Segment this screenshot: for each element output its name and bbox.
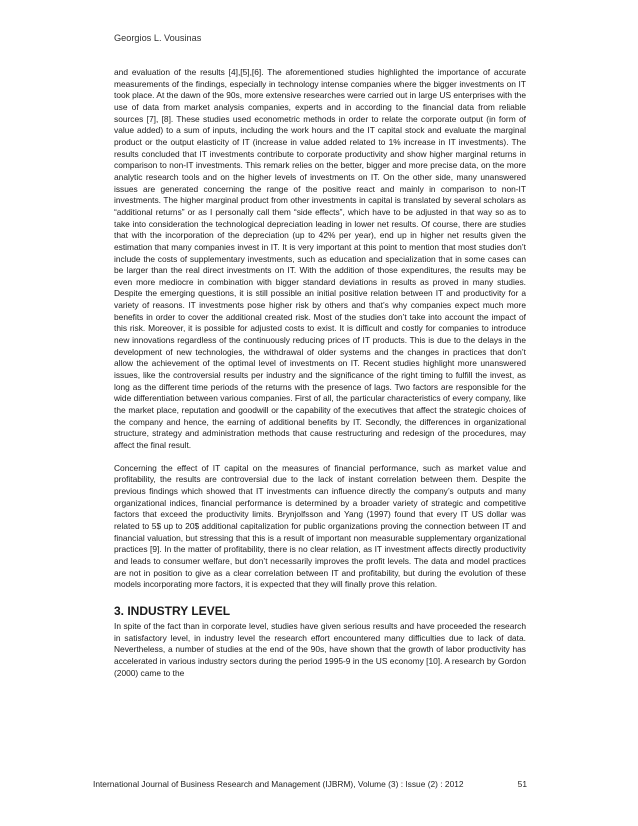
page-number: 51 [517, 779, 527, 789]
paragraph-2: Concerning the effect of IT capital on the measures of financial performance, such as market value and profitability, the results are controversial due to the lack of instant correlation between them. Despite the previous findings which showed that IT investments can influence directly the company’s outputs and many organizational indices, financial performance is determined by a broader variety of strategic and competitive factors that exceed the productivity limits. Brynjolfsson and Yang (1997) found that every IT US dollar was related to 5$ up to 20$ additional capitalization for public organizations proving the connection between IT and financial valuation, but stressing that this is a result of important non measurable supplementary organizational practices [9]. In the matter of profitability, there is no clear relation, as IT investment affects directly productivity and leads to consumer welfare, but don’t necessarily improves the profit levels. The data and model practices are not in position to give as a clear correlation between IT and profitability, but during the evolution of these models incorporating more factors, it is expected that they will finally prove this relation. [114, 462, 526, 590]
page-footer [93, 779, 527, 789]
body-text [114, 67, 526, 679]
paragraph-1: and evaluation of the results [4],[5],[6]. The aforementioned studies highlighted the importance of accurate measurements of the findings, especially in technology intense companies where the bigger investments on IT took place. At the dawn of the 90s, more extensive researches were carried out in large US enterprises with the use of data from market analysis companies, experts and in according to the financial data from reliable sources [7], [8]. These studies used econometric methods in order to relate the corporate output (in form of value added) to a sum of inputs, including the work hours and the IT capital stock and evaluate the marginal product or the output elasticity of IT (increase in value added related to 1% increase in IT investments). The results concluded that IT investments contribute to corporate productivity and show higher marginal returns in comparison to non-IT investments. This remark relies on the better, bigger and more precise data, on the more analytic research tools and on the higher levels of investments on IT. On the other side, many unanswered issues are generated concerning the range of the positive react and mainly in comparison to non-IT investments. The higher marginal product from other investments in capital is translated by several scholars as “additional returns” or as I personally call them “side effects”, which have to be adjusted in that way so as to take into consideration the technological depreciation leading in lower net results. Of course, there are studies that with the incorporation of the depreciation (up to 42% per year), end up in higher net results given the estimation that many companies invest in IT. It is very important at this point to mention that most studies don’t include the costs of supplementary investments, such as education and specialization that in some cases can be larger than the real direct investments on IT. With the addition of those expenditures, the results may be even more mediocre in combination with bigger standard deviations in results as proved in many studies. Despite the emerging questions, it is still possible an initial positive relation between IT and productivity for a variety of reasons. IT investments pose higher risk by others and that’s why companies expect much more benefits in order to cover the additional created risk. Most of the studies don’t take into account the impact of this risk. Moreover, it is possible for adjusted costs to exist. It is difficult and costly for companies to introduce new innovations regardless of the continuously reducing prices of IT products. This is due to the delays in the development of new technologies, the withdrawal of older systems and the changes in practices that don’t allow the achievement of the optimal level of investments on IT. Recent studies highlight more unanswered issues, like the controversial results per industry and the significance of the right timing to fulfill the invest, as long as the different time periods of the returns with the presence of lags. Two factors are responsible for the wide differentiation between various companies. First of all, the particular characteristics of every company, like the market place, reputation and goodwill or the capability of the executives that affect the strategic choices of the company and hence, the earning of additional benefits by IT. Secondly, the differences in organizational structure, strategy and administration methods that cause restructuring and redesign of the procedures, may affect the final result. [114, 67, 526, 450]
section-heading-industry-level: 3. INDUSTRY LEVEL [114, 603, 231, 618]
footer-journal-citation: International Journal of Business Research and Management (IJBRM), Volume (3) : Issue (2) : 2012 [93, 779, 464, 789]
running-header-author: Georgios L. Vousinas [114, 33, 202, 43]
paragraph-3: In spite of the fact than in corporate level, studies have given serious results and have proceeded the research in satisfactory level, in industry level the research effort encountered many difficulties due to lack of data. Nevertheless, a number of studies at the end of the 90s, have shown that the growth of labor productivity has accelerated in various industry sectors during the period 1995-9 in the US economy [10]. A research by Gordon (2000) came to the [114, 620, 526, 678]
